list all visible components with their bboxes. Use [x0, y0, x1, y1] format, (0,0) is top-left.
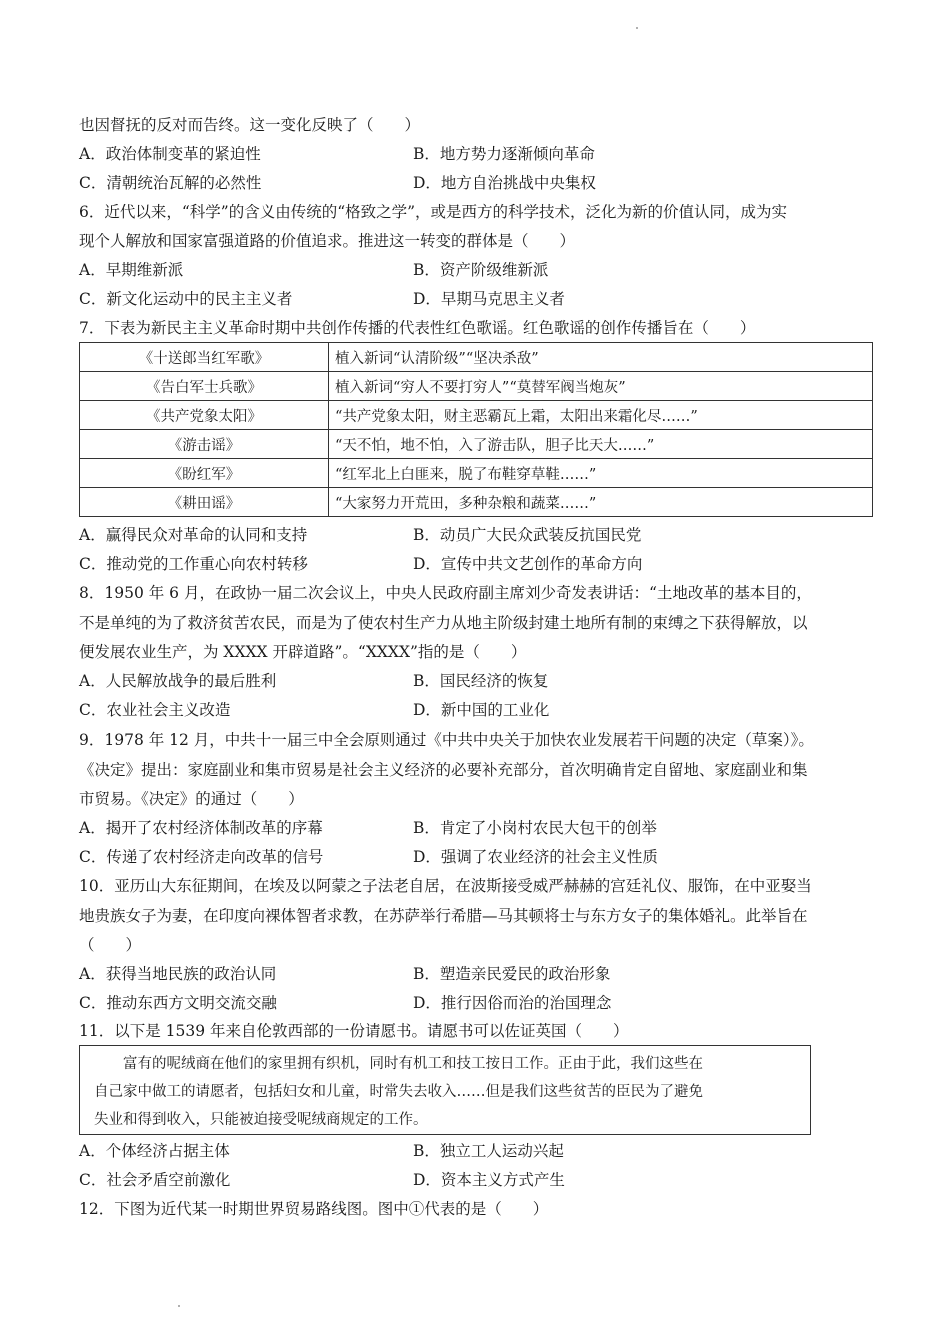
- q8-option-d: D．新中国的工业化: [413, 701, 550, 719]
- q7-option-c: C．推动党的工作重心向农村转移: [79, 555, 308, 573]
- song-title: 《游击谣》: [80, 430, 329, 459]
- q8-option-a: A．人民解放战争的最后胜利: [79, 672, 277, 690]
- table-row: [80, 459, 873, 488]
- q8-stem-line-3: 便发展农业生产，为 XXXX 开辟道路”。“XXXX”指的是（ ）: [79, 643, 527, 661]
- table-row: [80, 372, 873, 401]
- q11-stem: 11．以下是 1539 年来自伦敦西部的一份请愿书。请愿书可以佐证英国（ ）: [79, 1022, 629, 1040]
- song-description: “红军北上白匪来，脱了布鞋穿草鞋……”: [329, 459, 873, 488]
- q7-stem: 7．下表为新民主主义革命时期中共创作传播的代表性红色歌谣。红色歌谣的创作传播旨在（ ）: [79, 319, 756, 337]
- q6-option-c: C．新文化运动中的民主主义者: [79, 290, 293, 308]
- q5-option-c: C．清朝统治瓦解的必然性: [79, 174, 262, 192]
- song-description: “天不怕，地不怕，入了游击队，胆子比天大……”: [329, 430, 873, 459]
- q9-stem-line-1: 9．1978 年 12 月，中共十一届三中全会原则通过《中共中央关于加快农业发展若干问题的决定（草案）》。: [79, 731, 814, 749]
- q10-stem-line-3: （ ）: [79, 936, 142, 954]
- q10-option-c: C．推动东西方文明交流交融: [79, 994, 277, 1012]
- song-description: 植入新词“认清阶级”“坚决杀敌”: [329, 343, 873, 372]
- q10-option-d: D．推行因俗而治的治国理念: [413, 994, 612, 1012]
- song-title: 《十送郎当红军歌》: [80, 343, 329, 372]
- table-row: [80, 401, 873, 430]
- q11-option-a: A．个体经济占据主体: [79, 1142, 230, 1160]
- q9-option-d: D．强调了农业经济的社会主义性质: [413, 848, 658, 866]
- q6-stem-line-1: 6．近代以来，“科学”的含义由传统的“格致之学”，或是西方的科学技术，泛化为新的价值认同，成为实: [79, 203, 788, 221]
- q5-option-a: A．政治体制变革的紧迫性: [79, 145, 261, 163]
- song-description: “大家努力开荒田，多种杂粮和蔬菜……”: [329, 488, 873, 517]
- q12-stem: 12．下图为近代某一时期世界贸易路线图。图中①代表的是（ ）: [79, 1200, 549, 1218]
- q11-option-b: B．独立工人运动兴起: [413, 1142, 564, 1160]
- table-row: [80, 430, 873, 459]
- q10-stem-line-1: 10．亚历山大东征期间，在埃及以阿蒙之子法老自居，在波斯接受威严赫赫的宫廷礼仪、服饰，在中亚娶当: [79, 877, 812, 895]
- table-row: [80, 343, 873, 372]
- scan-speck-bottom: [178, 1305, 180, 1307]
- q5-stem-tail: 也因督抚的反对而告终。这一变化反映了（ ）: [79, 116, 421, 134]
- q7-song-table: [79, 342, 873, 517]
- q11-option-c: C．社会矛盾空前激化: [79, 1171, 231, 1189]
- q6-option-a: A．早期维新派: [79, 261, 184, 279]
- quote-line: 富有的呢绒商在他们的家里拥有织机，同时有机工和技工按日工作。正由于此，我们这些在: [123, 1056, 703, 1072]
- q8-stem-line-1: 8．1950 年 6 月，在政协一届二次会议上，中央人民政府副主席刘少奇发表讲话：“土地改革的基本目的，: [79, 584, 812, 602]
- q11-petition-quote: [79, 1045, 811, 1135]
- q10-stem-line-2: 地贵族女子为妻，在印度向裸体智者求教，在苏萨举行希腊—马其顿将士与东方女子的集体婚礼。此举旨在: [79, 907, 808, 925]
- q5-option-b: B．地方势力逐渐倾向革命: [413, 145, 595, 163]
- q9-option-b: B．肯定了小岗村农民大包干的创举: [413, 819, 657, 837]
- q9-stem-line-3: 市贸易。《决定》的通过（ ）: [79, 790, 304, 808]
- table-row: [80, 488, 873, 517]
- q7-option-a: A．赢得民众对革命的认同和支持: [79, 526, 308, 544]
- q7-option-d: D．宣传中共文艺创作的革命方向: [413, 555, 643, 573]
- q9-stem-line-2: 《决定》提出：家庭副业和集市贸易是社会主义经济的必要补充部分，首次明确肯定自留地、家庭副业和集: [79, 761, 808, 779]
- q6-option-d: D．早期马克思主义者: [413, 290, 565, 308]
- q7-option-b: B．动员广大民众武装反抗国民党: [413, 526, 642, 544]
- quote-line: 失业和得到收入，只能被迫接受呢绒商规定的工作。: [94, 1112, 428, 1128]
- q10-option-b: B．塑造亲民爱民的政治形象: [413, 965, 611, 983]
- song-description: 植入新词“穷人不要打穷人”“莫替军阀当炮灰”: [329, 372, 873, 401]
- q6-option-b: B．资产阶级维新派: [413, 261, 549, 279]
- q9-option-a: A．揭开了农村经济体制改革的序幕: [79, 819, 323, 837]
- song-title: 《告白军士兵歌》: [80, 372, 329, 401]
- song-title: 《共产党象太阳》: [80, 401, 329, 430]
- q9-option-c: C．传递了农村经济走向改革的信号: [79, 848, 324, 866]
- q10-option-a: A．获得当地民族的政治认同: [79, 965, 277, 983]
- q5-option-d: D．地方自治挑战中央集权: [413, 174, 596, 192]
- quote-line: 自己家中做工的请愿者，包括妇女和儿童，时常失去收入……但是我们这些贫苦的臣民为了避免: [94, 1084, 703, 1100]
- song-title: 《耕田谣》: [80, 488, 329, 517]
- q8-option-c: C．农业社会主义改造: [79, 701, 231, 719]
- song-description: “共产党象太阳，财主恶霸瓦上霜，太阳出来霜化尽……”: [329, 401, 873, 430]
- scan-speck-top: [636, 27, 638, 29]
- q8-option-b: B．国民经济的恢复: [413, 672, 549, 690]
- q8-stem-line-2: 不是单纯的为了救济贫苦农民，而是为了使农村生产力从地主阶级封建土地所有制的束缚之下获得解放，以: [79, 614, 808, 632]
- q6-stem-line-2: 现个人解放和国家富强道路的价值追求。推进这一转变的群体是（ ）: [79, 232, 576, 250]
- song-title: 《盼红军》: [80, 459, 329, 488]
- q11-option-d: D．资本主义方式产生: [413, 1171, 565, 1189]
